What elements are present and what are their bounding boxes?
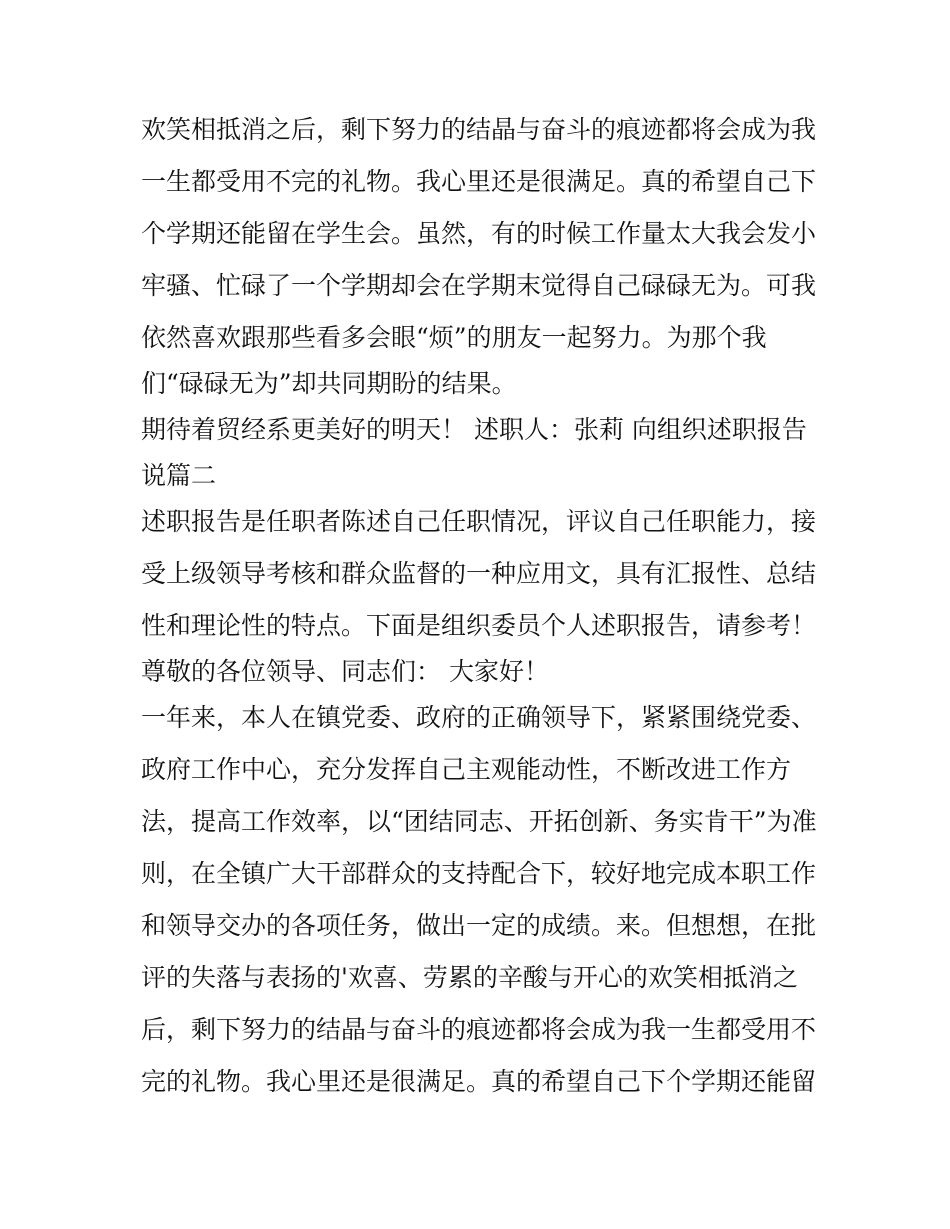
text-line-11: 性和理论性的特点。下面是组织委员个人述职报告，请参考！ xyxy=(141,611,817,640)
document-body xyxy=(141,108,831,1112)
text-line-7: 期待着贸经系更美好的明天！ 述职人：张莉 向组织述职报告 xyxy=(141,415,807,444)
text-line-12: 尊敬的各位领导、同志们： 大家好！ xyxy=(141,657,549,686)
text-line-2: 一生都受用不完的礼物。我心里还是很满足。真的希望自己下 xyxy=(141,167,817,196)
text-line-4: 牢骚、忙碌了一个学期却会在学期末觉得自己碌碌无为。可我 xyxy=(141,271,817,300)
text-line-20: 完的礼物。我心里还是很满足。真的希望自己下个学期还能留 xyxy=(141,1067,817,1096)
text-line-13: 一年来，本人在镇党委、政府的正确领导下，紧紧围绕党委、 xyxy=(141,703,817,732)
text-line-10: 受上级领导考核和群众监督的一种应用文，具有汇报性、总结 xyxy=(141,559,817,588)
text-line-17: 和领导交办的各项任务，做出一定的成绩。来。但想想，在批 xyxy=(141,911,817,940)
text-line-14: 政府工作中心，充分发挥自己主观能动性，不断改进工作方 xyxy=(141,755,792,784)
text-line-18: 评的失落与表扬的'欢喜、劳累的辛酸与开心的欢笑相抵消之 xyxy=(141,963,798,992)
text-line-15: 法，提高工作效率，以“团结同志、开拓创新、务实肯干”为准 xyxy=(141,807,817,836)
text-line-3: 个学期还能留在学生会。虽然，有的时候工作量太大我会发小 xyxy=(141,219,817,248)
text-line-6: 们“碌碌无为”却共同期盼的结果。 xyxy=(141,369,517,398)
text-line-8: 说篇二 xyxy=(141,461,217,490)
text-line-19: 后，剩下努力的结晶与奋斗的痕迹都将会成为我一生都受用不 xyxy=(141,1015,817,1044)
text-line-16: 则，在全镇广大干部群众的支持配合下，较好地完成本职工作 xyxy=(141,859,817,888)
text-line-9: 述职报告是任职者陈述自己任职情况，评议自己任职能力，接 xyxy=(141,507,817,536)
text-line-5: 依然喜欢跟那些看多会眼“烦”的朋友一起努力。为那个我 xyxy=(141,323,767,352)
text-line-1: 欢笑相抵消之后，剩下努力的结晶与奋斗的痕迹都将会成为我 xyxy=(141,115,817,144)
